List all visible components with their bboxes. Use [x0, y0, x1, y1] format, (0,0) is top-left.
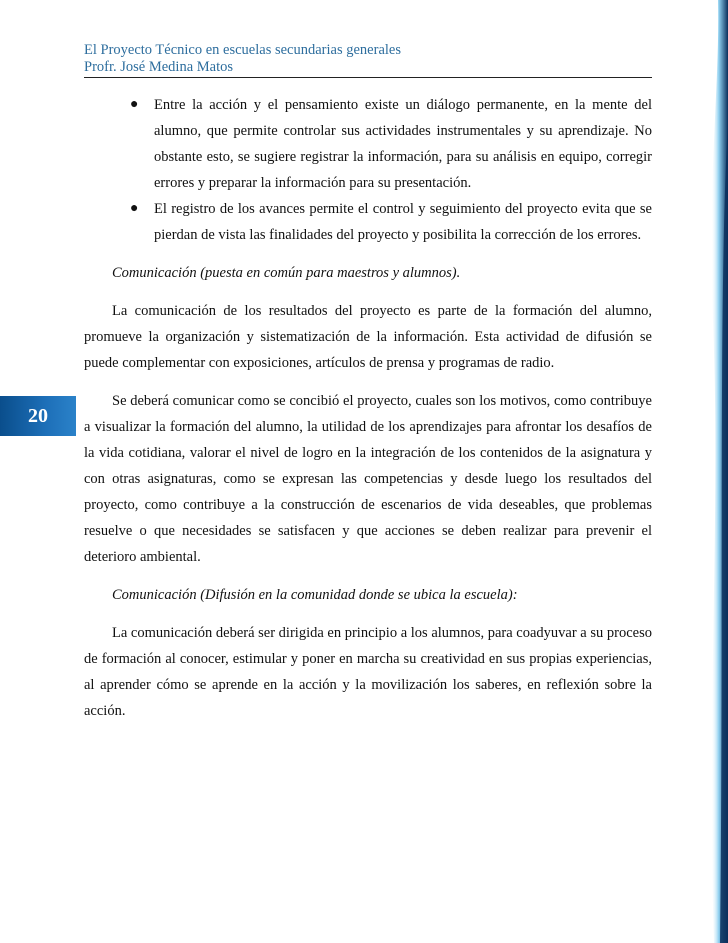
- bullet-icon: ●: [130, 97, 139, 112]
- bullet-text: Entre la acción y el pensamiento existe un diálogo permanente, en la mente del alumno, que permite controlar sus actividades instrumentales y su aprendizaje. No obstante esto, se sugiere registrar la información, para su análisis en equipo, corregir errores y preparar la información para su presentación.: [154, 97, 652, 191]
- bullet-text: El registro de los avances permite el control y seguimiento del proyecto evita que se pierdan de vista las finalidades del proyecto y posibilita la corrección de los errores.: [154, 201, 652, 243]
- bullet-icon: ●: [130, 201, 139, 216]
- section-heading: Comunicación (Difusión en la comunidad donde se ubica la escuela):: [112, 587, 518, 603]
- paragraph: La comunicación de los resultados del proyecto es parte de la formación del alumno, promueve la organización y sistematización de la información. Esta actividad de difusión se puede complementar con exposiciones, artículos de prensa y programas de radio.: [84, 303, 652, 371]
- header-title: El Proyecto Técnico en escuelas secundarias generales: [84, 42, 401, 58]
- section-heading: Comunicación (puesta en común para maestros y alumnos).: [112, 265, 461, 281]
- body-content: [84, 92, 652, 724]
- bullet-item: [130, 196, 652, 248]
- paragraph: Se deberá comunicar como se concibió el proyecto, cuales son los motivos, como contribuye a visualizar la formación del alumno, la utilidad de los aprendizajes para afrontar los desafíos de la vida cotidiana, valorar el nivel de logro en la integración de los contenidos de la asignatura y con otras asignaturas, como se expresan las competencias y desde luego los resultados del proyecto, como contribuye a la construcción de escenarios de vida deseables, que problemas resuelve o que necesidades se satisfacen y que acciones se deben realizar para prevenir el deterioro ambiental.: [84, 393, 652, 565]
- header-divider: [84, 77, 652, 78]
- page-header: [84, 42, 652, 76]
- header-author: Profr. José Medina Matos: [84, 59, 234, 75]
- bullet-item: [130, 92, 652, 196]
- paragraph: La comunicación deberá ser dirigida en principio a los alumnos, para coadyuvar a su proceso de formación al conocer, estimular y poner en marcha su creatividad en sus propias experiencias, al aprender cómo se aprende en la acción y la movilización los saberes, en reflexión sobre la acción.: [84, 625, 652, 719]
- side-decoration-graphic: [704, 0, 728, 943]
- page-number-badge: 20: [0, 396, 76, 436]
- bullet-list: [84, 92, 652, 248]
